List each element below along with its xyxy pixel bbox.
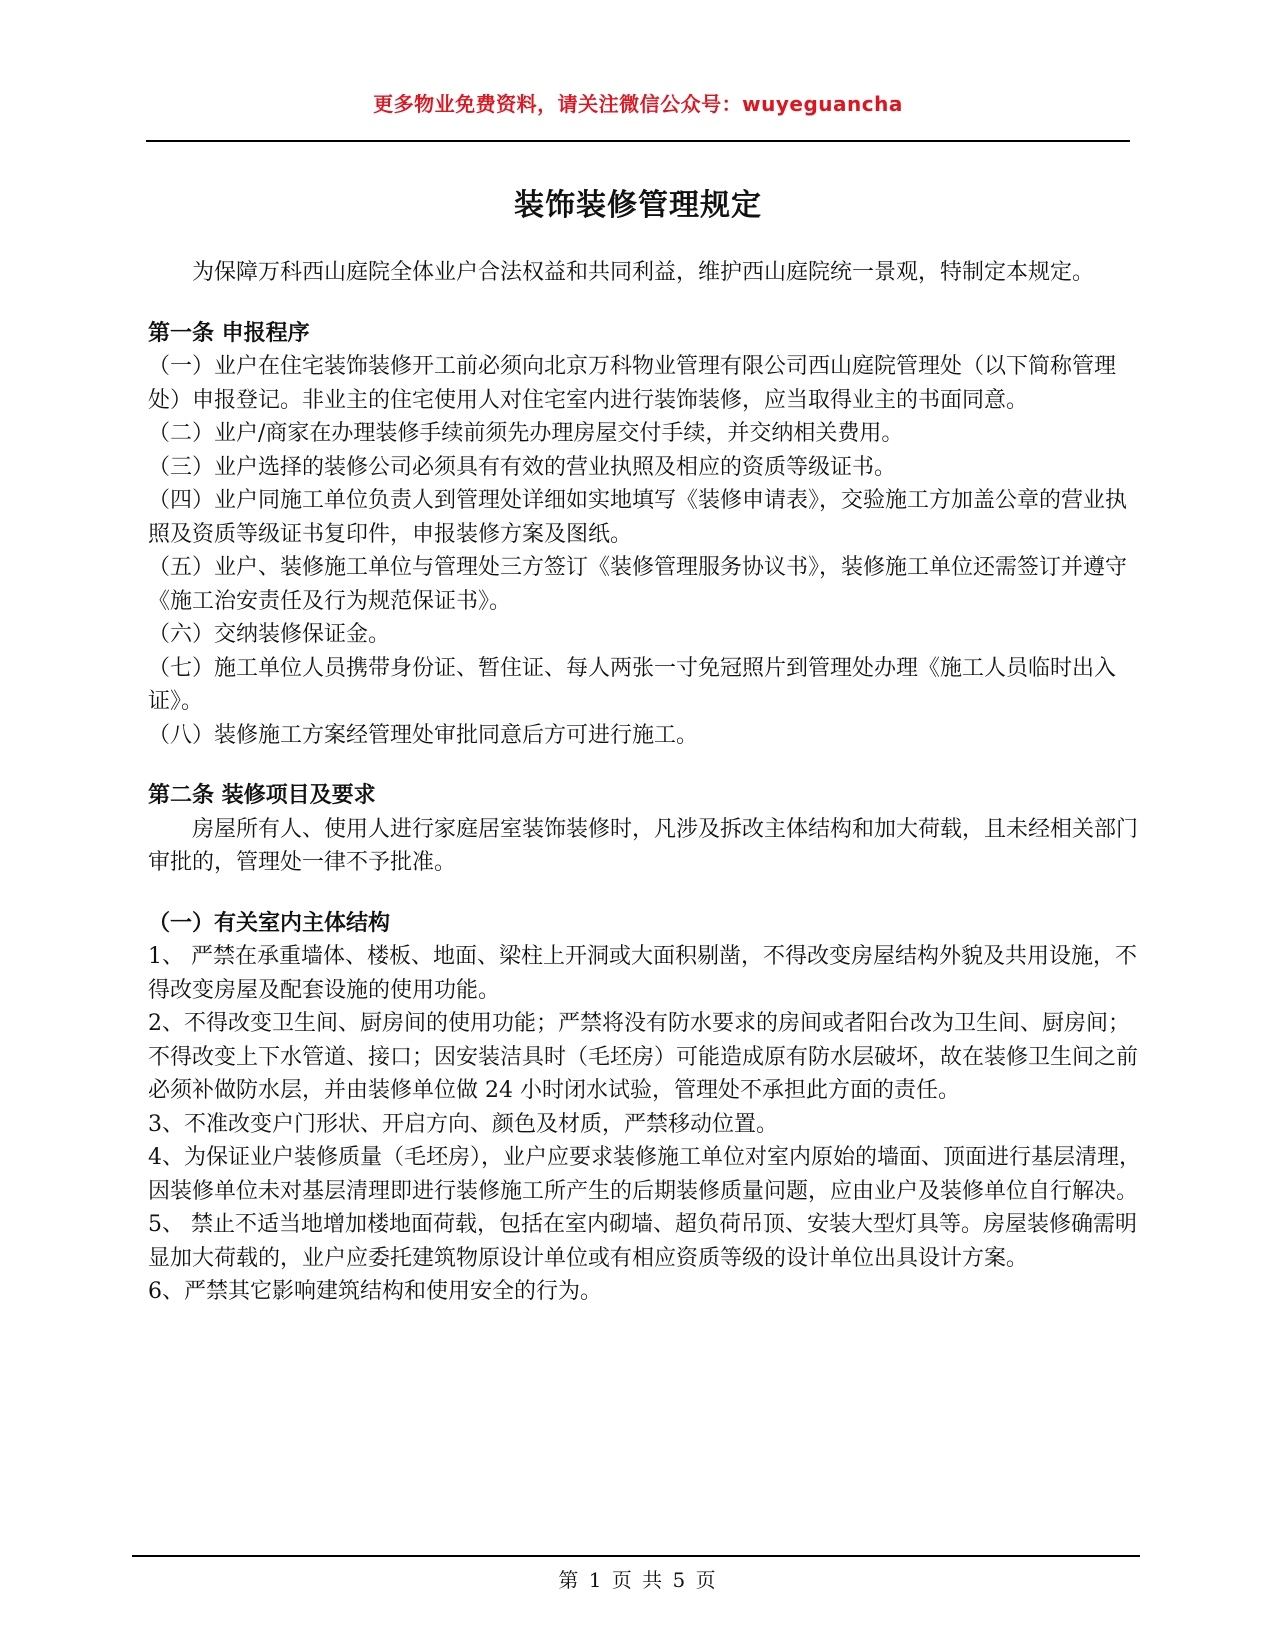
footer-divider bbox=[132, 1555, 1140, 1557]
article1-item: （四）业户同施工单位负责人到管理处详细如实地填写《装修申请表》，交验施工方加盖公章的营业执照及资质等级证书复印件，申报装修方案及图纸。 bbox=[148, 488, 1128, 547]
section1-item: 6、严禁其它影响建筑结构和使用安全的行为。 bbox=[148, 1279, 602, 1304]
article1-item: （七）施工单位人员携带身份证、暂住证、每人两张一寸免冠照片到管理处办理《施工人员临时出入证》。 bbox=[148, 655, 1117, 714]
article1-item: （三）业户选择的装修公司必须具有有效的营业执照及相应的资质等级证书。 bbox=[148, 454, 897, 480]
intro-paragraph: 为保障万科西山庭院全体业户合法权益和共同利益，维护西山庭院统一景观，特制定本规定。 bbox=[192, 260, 1095, 285]
article1-item: （一）业户在住宅装饰装修开工前必须向北京万科物业管理有限公司西山庭院管理处（以下简称管理处）申报登记。非业主的住宅使用人对住宅室内进行装饰装修，应当取得业主的书面同意。 bbox=[148, 354, 1117, 413]
article1-item: （六）交纳装修保证金。 bbox=[148, 622, 391, 647]
article1-item: （二）业户/商家在办理装修手续前须先办理房屋交付手续，并交纳相关费用。 bbox=[148, 421, 904, 446]
section1-item: 5、 禁止不适当地增加楼地面荷载，包括在室内砌墙、超负荷吊顶、安装大型灯具等。房屋装修确需明显加大荷载的，业户应委托建筑物原设计单位或有相应资质等级的设计单位出具设计方案。 bbox=[148, 1212, 1137, 1271]
spacer bbox=[148, 290, 1144, 317]
article2-intro: 房屋所有人、使用人进行家庭居室装饰装修时，凡涉及拆改主体结构和加大荷载，且未经相关部门审批的，管理处一律不予批准。 bbox=[148, 816, 1139, 875]
section1-item: 2、不得改变卫生间、厨房间的使用功能；严禁将没有防水要求的房间或者阳台改为卫生间、厨房间；不得改变上下水管道、接口；因安装洁具时（毛坯房）可能造成原有防水层破坏，故在装修卫生间之前必须补做防水层，并由装修单位做 24 小时闭水试验，管理处不承担此方面的责任。 bbox=[148, 1011, 1139, 1103]
spacer bbox=[148, 880, 1144, 907]
document-title: 装饰装修管理规定 bbox=[514, 188, 762, 223]
header-divider bbox=[146, 140, 1130, 142]
header-promo-note: 更多物业免费资料，请关注微信公众号：wuyeguancha bbox=[373, 92, 903, 116]
article2-heading: 第二条 装修项目及要求 bbox=[148, 783, 376, 808]
section1-item: 3、不准改变户门形状、开启方向、颜色及材质，严禁移动位置。 bbox=[148, 1111, 778, 1137]
section1-item: 4、为保证业户装修质量（毛坯房），业户应要求装修施工单位对室内原始的墙面、顶面进行基层清理，因装修单位未对基层清理即进行装修施工所产生的后期装修质量问题，应由业户及装修单位自行解决。 bbox=[148, 1145, 1142, 1204]
section1-heading: （一）有关室内主体结构 bbox=[148, 910, 391, 936]
spacer bbox=[148, 752, 1144, 779]
document-body bbox=[148, 256, 1144, 1309]
article1-item: （八）装修施工方案经管理处审批同意后方可进行施工。 bbox=[148, 722, 699, 748]
section1-item: 1、 严禁在承重墙体、楼板、地面、梁柱上开洞或大面积剔凿，不得改变房屋结构外貌及共用设施，不得改变房屋及配套设施的使用功能。 bbox=[148, 944, 1137, 1003]
page-number-footer: 第 1 页 共 5 页 bbox=[558, 1568, 718, 1592]
article1-item: （五）业户、装修施工单位与管理处三方签订《装修管理服务协议书》，装修施工单位还需签订并遵守《施工治安责任及行为规范保证书》。 bbox=[148, 555, 1128, 614]
article1-heading: 第一条 申报程序 bbox=[148, 320, 310, 346]
